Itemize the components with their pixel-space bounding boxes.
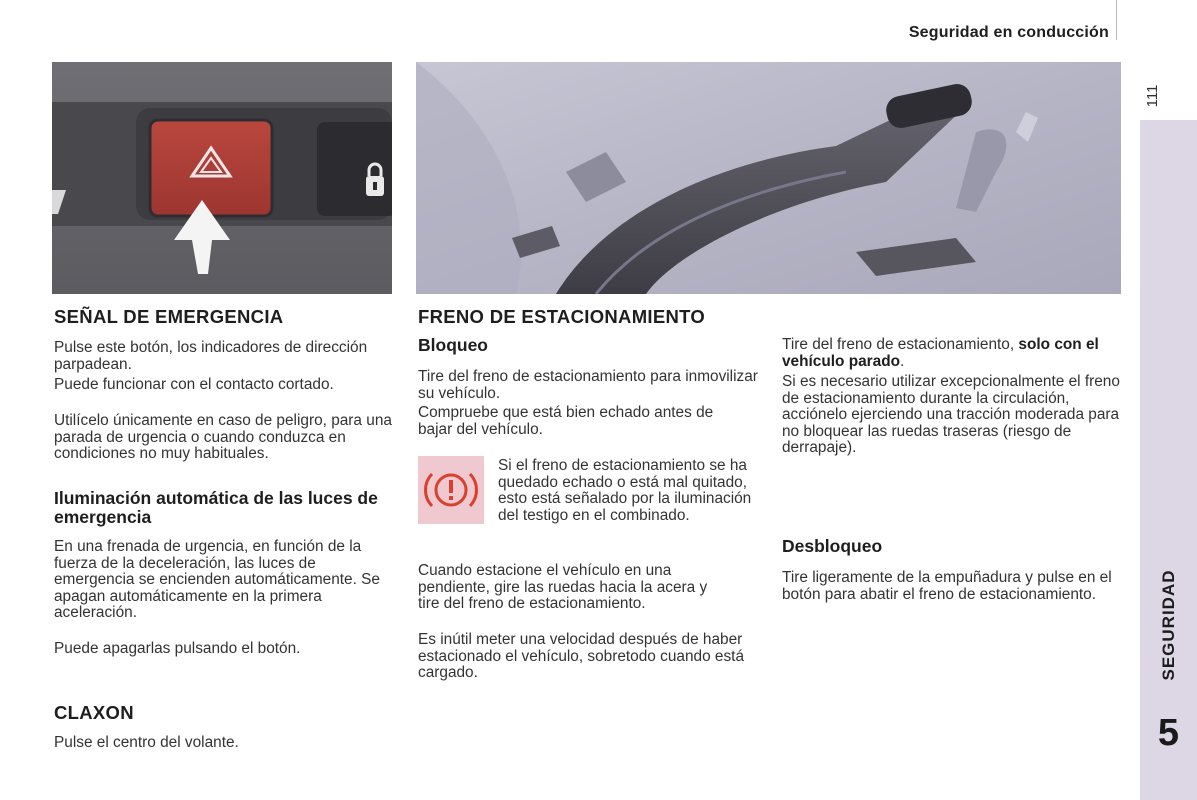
page-number: 111 (1143, 84, 1161, 108)
horn-paragraph: Pulse el centro del volante. (54, 734, 239, 751)
auto-lights-paragraph-1: En una frenada de urgencia, en función de la fuerza de la deceleración, las luces de emergencia se encienden automáticamente. Se apagan automáticamente en la primera aceleración. (54, 538, 380, 621)
pull-brake-paragraph: Tire del freno de estacionamiento, solo con el vehículo parado. (782, 336, 1099, 370)
unlock-subtitle: Desbloqueo (782, 536, 883, 556)
chapter-tab-label: SEGURIDAD (1158, 569, 1178, 681)
gear-paragraph: Es inútil meter una velocidad después de haber estacionado el vehículo, sobretodo cuando está cargado. (418, 631, 744, 681)
brake-warning-text: Si el freno de estacionamiento se ha quedado echado o está mal quitado, esto está señalado por la iluminación del testigo en el combinado. (498, 457, 752, 524)
lock-paragraph-1: Tire del freno de estacionamiento para inmovilizar su vehículo. (418, 368, 758, 402)
auto-lights-title: Iluminación automática de las luces de emergencia (54, 488, 378, 527)
header-divider (1116, 0, 1117, 40)
lock-subtitle: Bloqueo (418, 335, 488, 355)
hazard-button-photo (52, 62, 392, 294)
emergency-paragraph-1: Pulse este botón, los indicadores de dirección parpadean. (54, 339, 368, 373)
horn-title: CLAXON (54, 702, 134, 723)
handbrake-photo (416, 62, 1121, 294)
emergency-signal-title: SEÑAL DE EMERGENCIA (54, 306, 284, 327)
emergency-paragraph-3: Utilícelo únicamente en caso de peligro, para una parada de urgencia o cuando conduzca en condiciones no muy habituales. (54, 412, 392, 462)
chapter-number: 5 (1157, 712, 1180, 754)
emergency-paragraph-2: Puede funcionar con el contacto cortado. (54, 376, 334, 393)
auto-lights-paragraph-2: Puede apagarlas pulsando el botón. (54, 640, 301, 657)
parking-brake-title: FRENO DE ESTACIONAMIENTO (418, 306, 706, 327)
lock-paragraph-2: Compruebe que está bien echado antes de bajar del vehículo. (418, 404, 714, 438)
slope-paragraph: Cuando estacione el vehículo en una pendiente, gire las ruedas hacia la acera y tire del freno de estacionamiento. (418, 562, 708, 612)
brake-warning-icon (418, 456, 484, 524)
exceptional-use-paragraph: Si es necesario utilizar excepcionalmente el freno de estacionamiento durante la circulación, acciónelo ejerciendo una tracción moderada para no bloquear las ruedas traseras (riesgo de derrapaje). (782, 373, 1120, 456)
unlock-paragraph: Tire ligeramente de la empuñadura y pulse en el botón para abatir el freno de estacionamiento. (782, 569, 1112, 603)
page-header-title: Seguridad en conducción (908, 24, 1109, 41)
